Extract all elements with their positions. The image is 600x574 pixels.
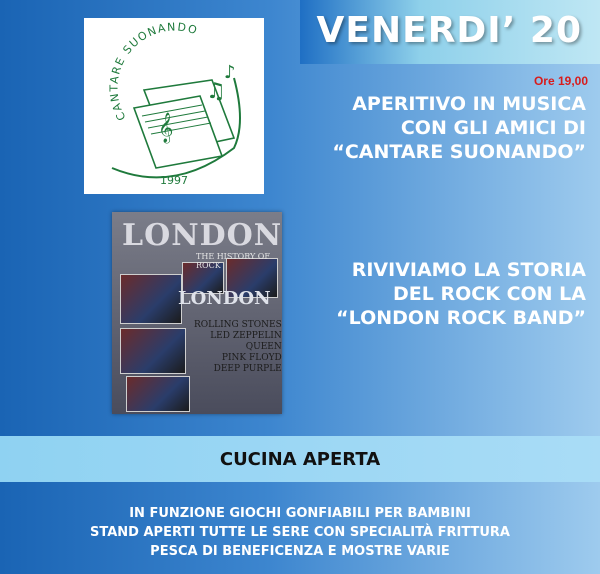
- poster-title-secondary: LONDON: [178, 288, 271, 309]
- event-line: “LONDON ROCK BAND”: [336, 307, 586, 329]
- event-aperitivo: [332, 92, 586, 164]
- poster-band: LED ZEPPELIN: [210, 331, 282, 341]
- cantare-suonando-logo: [84, 18, 264, 194]
- footer-info: [0, 504, 600, 561]
- logo-year: 1997: [160, 174, 188, 187]
- event-line: RIVIVIAMO LA STORIA: [351, 259, 586, 281]
- event-london-rock-band: [336, 258, 586, 330]
- poster-band: ROLLING STONES: [194, 320, 282, 330]
- footer-line: STAND APERTI TUTTE LE SERE CON SPECIALITÀ FRITTURA: [90, 525, 510, 540]
- logo-graphic: [84, 18, 264, 194]
- svg-text:𝄞: 𝄞: [158, 113, 174, 143]
- day-banner: [300, 0, 600, 64]
- footer-line: PESCA DI BENEFICENZA E MOSTRE VARIE: [150, 544, 450, 559]
- kitchen-open-label: CUCINA APERTA: [219, 449, 381, 470]
- day-title: VENERDI’ 20: [316, 10, 582, 51]
- poster-subtitle: THE HISTORY OF ROCK: [196, 252, 270, 270]
- poster-band: DEEP PURPLE: [213, 364, 282, 374]
- event-time: Ore 19,00: [533, 74, 588, 88]
- poster-photo: [126, 376, 190, 412]
- event-line: CON GLI AMICI DI: [400, 117, 586, 139]
- footer-line: IN FUNZIONE GIOCHI GONFIABILI PER BAMBINI: [129, 506, 471, 521]
- logo-arc-text: CANTARE SUONANDO: [107, 20, 200, 123]
- poster-band: PINK FLOYD: [221, 353, 282, 363]
- poster-photo: [120, 328, 186, 374]
- event-line: “CANTARE SUONANDO”: [332, 141, 586, 163]
- poster-band: QUEEN: [245, 342, 282, 352]
- event-line: APERITIVO IN MUSICA: [352, 93, 586, 115]
- london-poster: [112, 212, 282, 414]
- svg-text:♪: ♪: [224, 62, 236, 83]
- svg-text:♫: ♫: [206, 79, 226, 104]
- poster-band-list: [194, 320, 282, 375]
- event-line: DEL ROCK CON LA: [393, 283, 586, 305]
- poster-photo: [120, 274, 182, 324]
- poster-title: LONDON: [122, 218, 282, 253]
